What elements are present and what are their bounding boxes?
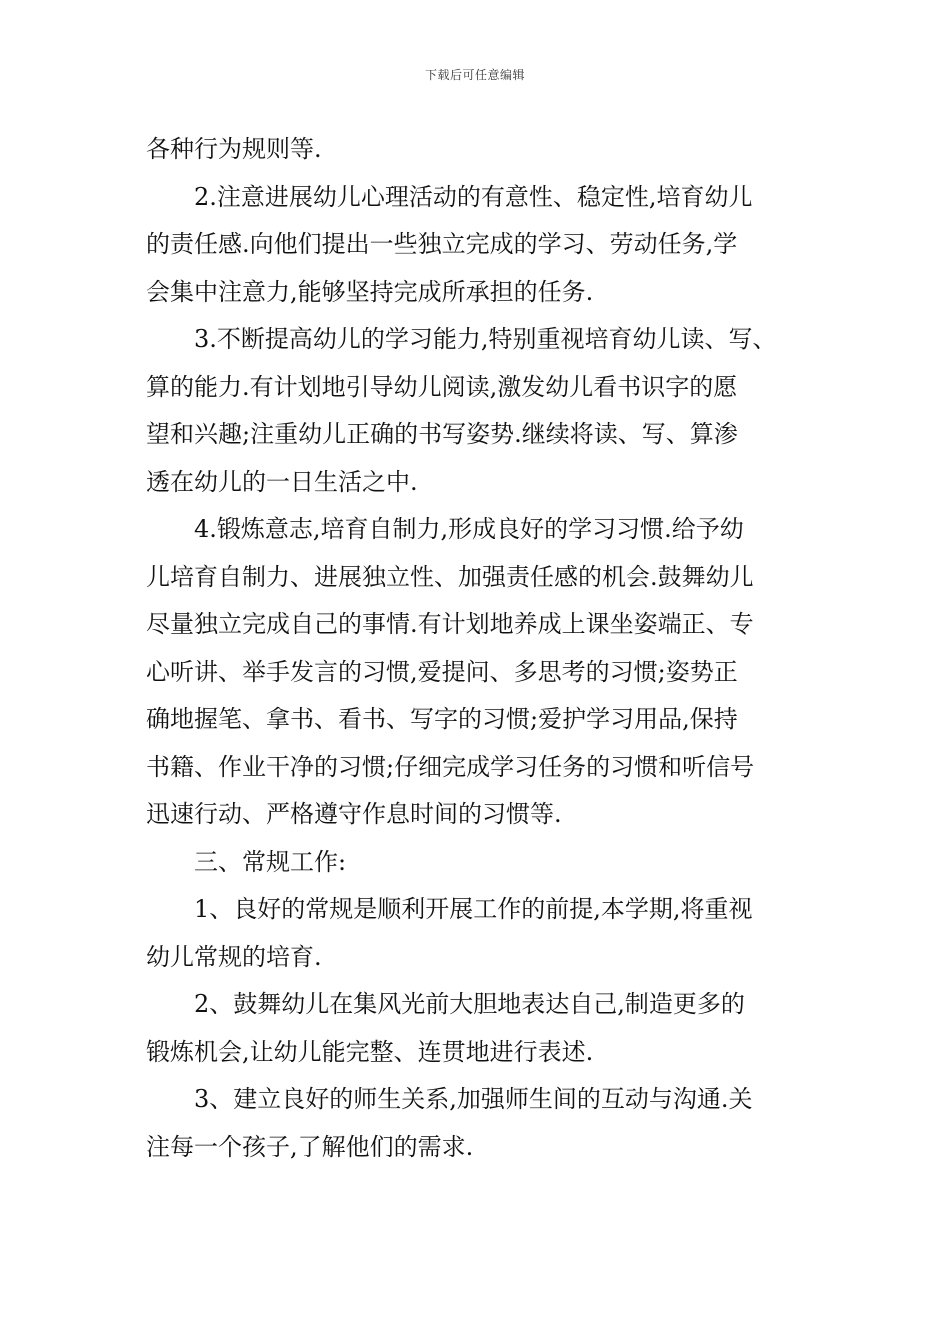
paragraph <box>146 1076 816 1171</box>
page-header: 下载后可任意编辑 <box>424 68 525 82</box>
text-line: 锻炼机会,让幼儿能完整、连贯地进行表述. <box>146 1037 594 1066</box>
text-line: 幼儿常规的培育. <box>146 942 322 971</box>
paragraph <box>146 126 816 174</box>
text-line: 书籍、作业干净的习惯;仔细完成学习任务的习惯和听信号 <box>146 752 755 781</box>
document-body <box>146 126 816 1171</box>
text-line: 确地握笔、拿书、看书、写字的习惯;爱护学习用品,保持 <box>146 705 738 733</box>
text-line: 心听讲、举手发言的习惯,爱提问、多思考的习惯;姿势正 <box>146 657 738 686</box>
text-line: 三、常规工作: <box>194 847 347 876</box>
text-line: 2.注意进展幼儿心理活动的有意性、稳定性,培育幼儿 <box>194 182 753 211</box>
paragraph <box>146 886 816 981</box>
paragraph <box>146 506 816 839</box>
text-line: 3.不断提高幼儿的学习能力,特别重视培育幼儿读、写、 <box>194 325 777 353</box>
text-line: 儿培育自制力、进展独立性、加强责任感的机会.鼓舞幼儿 <box>146 562 754 591</box>
text-line: 会集中注意力,能够坚持完成所承担的任务. <box>146 277 594 306</box>
text-line: 尽量独立完成自己的事情.有计划地养成上课坐姿端正、专 <box>146 610 754 638</box>
text-line: 的责任感.向他们提出一些独立完成的学习、劳动任务,学 <box>146 230 738 258</box>
paragraph <box>146 981 816 1076</box>
text-line: 3、建立良好的师生关系,加强师生间的互动与沟通.关 <box>194 1085 753 1113</box>
paragraph <box>146 839 816 887</box>
text-line: 望和兴趣;注重幼儿正确的书写姿势.继续将读、写、算渗 <box>146 420 738 448</box>
text-line: 注每一个孩子,了解他们的需求. <box>146 1132 474 1161</box>
text-line: 算的能力.有计划地引导幼儿阅读,激发幼儿看书识字的愿 <box>146 372 738 401</box>
text-line: 各种行为规则等. <box>146 135 322 163</box>
text-line: 迅速行动、严格遵守作息时间的习惯等. <box>146 800 562 828</box>
paragraph <box>146 174 816 317</box>
text-line: 透在幼儿的一日生活之中. <box>146 467 418 496</box>
text-line: 1、良好的常规是顺利开展工作的前提,本学期,将重视 <box>194 895 753 923</box>
paragraph <box>146 316 816 506</box>
text-line: 2、鼓舞幼儿在集风光前大胆地表达自己,制造更多的 <box>194 990 745 1018</box>
text-line: 4.锻炼意志,培育自制力,形成良好的学习习惯.给予幼 <box>194 515 744 543</box>
